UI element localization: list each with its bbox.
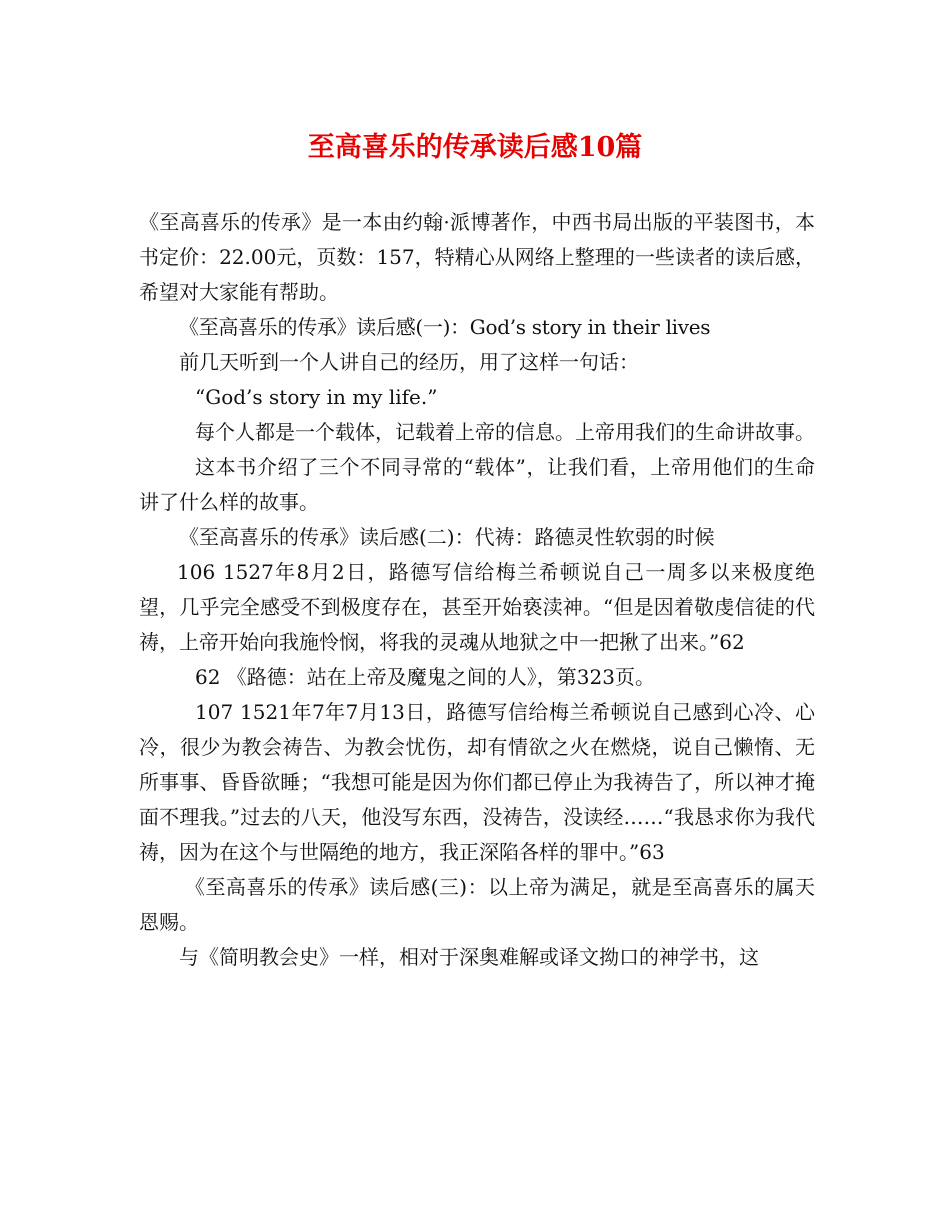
paragraph: 前几天听到一个人讲自己的经历，用了这样一句话： xyxy=(179,350,639,374)
paragraph: 107 1521年7年7月13日，路德写信给梅兰希顿说自己感到心冷、心冷，很少为教会祷告、为教会忧伤，却有情欲之火在燃烧，说自己懒惰、无所事事、昏昏欲睡；“我想可能是因为你们都已停止为我祷告了，所以神才掩面不理我。”过去的八天，他没写东西，没祷告，没读经……“我恳求你为我代祷，因为在这个与世隔绝的地方，我正深陷各样的罪中。”63 xyxy=(139,700,815,864)
quote-paragraph: “God’s story in my life.” xyxy=(195,385,438,409)
paragraph: 106 1527年8月2日，路德写信给梅兰希顿说自己一周多以来极度绝望，几乎完全感受不到极度存在，甚至开始亵渎神。“但是因着敬虔信徒的代祷，上帝开始向我施怜悯，将我的灵魂从地狱之中一把揪了出来。”62 xyxy=(139,560,815,654)
document-body xyxy=(139,205,815,975)
paragraph: 这本书介绍了三个不同寻常的“载体”，让我们看，上帝用他们的生命讲了什么样的故事。 xyxy=(139,455,815,514)
paragraph: 与《简明教会史》一样，相对于深奥难解或译文拗口的神学书，这 xyxy=(179,945,759,969)
footnote-paragraph: 62 《路德：站在上帝及魔鬼之间的人》，第323页。 xyxy=(195,665,655,689)
paragraph: 每个人都是一个载体，记载着上帝的信息。上帝用我们的生命讲故事。 xyxy=(195,420,815,444)
intro-paragraph: 《至高喜乐的传承》是一本由约翰·派博著作，中西书局出版的平装图书，本书定价：22.00元，页数：157，特精心从网络上整理的一些读者的读后感，希望对大家能有帮助。 xyxy=(139,210,815,304)
section-heading-2: 《至高喜乐的传承》读后感(二)：代祷：路德灵性软弱的时候 xyxy=(179,525,715,549)
section-heading-1: 《至高喜乐的传承》读后感(一)：God’s story in their lives xyxy=(179,315,711,339)
document-title: 至高喜乐的传承读后感10篇 xyxy=(307,132,643,163)
section-heading-3: 《至高喜乐的传承》读后感(三)：以上帝为满足，就是至高喜乐的属天恩赐。 xyxy=(139,875,815,934)
